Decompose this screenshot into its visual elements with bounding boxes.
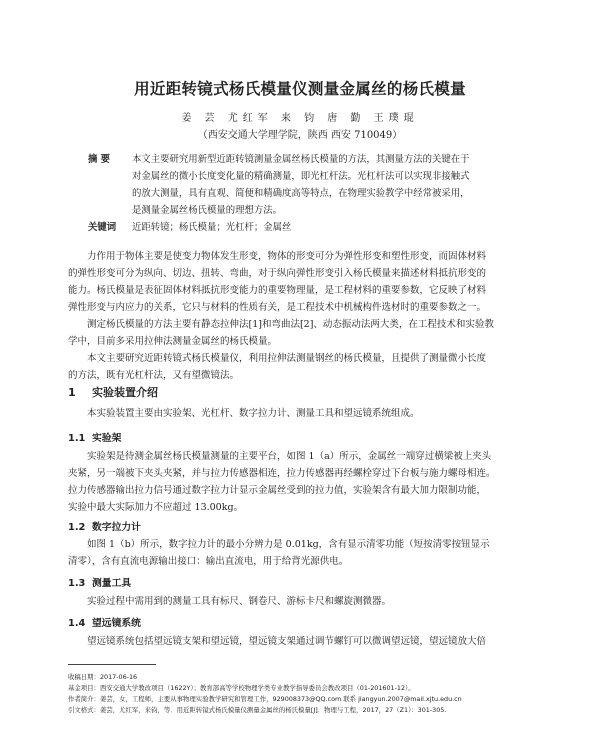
subsection-text <box>68 633 528 650</box>
intro-line: 学中，目前多采用拉伸法测量金属丝的杨氏模量。 <box>68 336 278 347</box>
paper-title: 用近距转镜式杨氏模量仪测量金属丝的杨氏模量 <box>134 80 466 98</box>
subsection-text <box>68 593 528 610</box>
subsection-text <box>68 536 528 570</box>
author-list: 姜 芸 尤红军 来 钧 唐 勤 王璞琨 <box>181 113 419 124</box>
keywords-text: 近距转镜；杨氏模量；光杠杆；金属丝 <box>132 222 292 233</box>
subsection-heading <box>68 615 141 629</box>
intro-line: 测定杨氏模量的方法主要有静态拉伸法[1]和弯曲法[2]、动态振动法两大类，在工程技术和实验教 <box>87 319 494 330</box>
subsection-title: 望远镜系统 <box>92 618 141 629</box>
intro-line: 弹性形变与内应力的关系，它只与材料的性质有关，是工程技术中机械构件选材时的重要参数之一。 <box>68 302 487 313</box>
subsection-text <box>68 448 528 516</box>
footnote-funding: 基金项目：西安交通大学教改项目（1622Y）；教育部高等学校物理学类专业教学指导委员会教改项目（01-201601-12）。 <box>68 684 415 692</box>
abstract-line: 本文主要研究用新型近距转镜测量金属丝杨氏模量的方法，其测量方法的关键在于 <box>132 154 470 165</box>
subsection-line: 实验架是待测金属丝杨氏模量测量的主要平台，如图 1（a）所示，金属丝一端穿过横梁被上夹头 <box>87 451 492 462</box>
footnote-received: 收稿日期：2017-06-16 <box>68 673 138 681</box>
intro-line: 能力。杨氏模量是表征固体材料抵抗形变能力的重要物理量，是工程材料的重要参数，它反映了材料 <box>68 285 487 296</box>
subsection-number: 1.4 <box>68 618 86 629</box>
intro-line: 的方法，既有光杠杆法，又有望微镜法。 <box>68 370 240 381</box>
footnote-citation: 引文格式：姜芸，尤红军，来钧，等．用近距转镜式杨氏模量仪测量金属丝的杨氏模量[J]．物理与工程，2017，27（Z1）：301-305. <box>68 706 447 714</box>
subsection-heading <box>68 519 141 533</box>
subsection-line: 如图 1（b）所示，数字拉力计的最小分辨力是 0.01kg，含有显示清零功能（短按清零按钮显示 <box>87 539 490 550</box>
subsection-line: 实验中最大实际加力不应超过 13.00kg。 <box>68 502 244 513</box>
section-text <box>68 405 528 422</box>
intro-line: 的弹性形变可分为纵向、切边、扭转、弯曲，对于纵向弹性形变引入杨氏模量来描述材料抵抗形变的 <box>68 268 487 279</box>
subsection-line: 清零），含有直流电源输出接口：输出直流电，用于给背光源供电。 <box>68 556 349 567</box>
abstract-line: 对金属丝的微小长度变化量的精确测量，即光杠杆法。光杠杆法可以实现非接触式 <box>132 171 470 182</box>
intro-paragraphs <box>68 248 528 384</box>
subsection-heading <box>68 430 121 444</box>
subsection-number: 1.3 <box>68 578 86 589</box>
keywords-label: 关键词 <box>88 222 117 233</box>
subsection-line: 实验过程中需用到的测量工具有标尺、钢卷尺、游标卡尺和螺旋测微器。 <box>87 596 392 607</box>
subsection-number: 1.2 <box>68 522 86 533</box>
footnote-divider <box>68 664 156 665</box>
section-title: 实验装置介绍 <box>92 386 158 399</box>
subsection-title: 数字拉力计 <box>92 522 141 533</box>
intro-line: 本文主要研究近距转镜式杨氏模量仪，利用拉伸法测量钢丝的杨氏模量，且提供了测量微小长度 <box>87 353 487 364</box>
subsection-title: 实验架 <box>92 433 122 444</box>
abstract-line: 的放大测量，具有直观、简便和精确度高等特点，在物理实验教学中经常被采用， <box>132 188 470 199</box>
subsection-heading <box>68 575 131 589</box>
abstract-label: 摘 要 <box>88 154 111 165</box>
subsection-line: 夹紧，另一端被下夹头夹紧，并与拉力传感器相连，拉力传感器再经螺栓穿过下台板与施力螺母相连。 <box>68 468 496 479</box>
subsection-line: 拉力传感器输出拉力信号通过数字拉力计显示金属丝受到的拉力值，实验架含有最大加力限制功能， <box>68 485 487 496</box>
intro-line: 力作用于物体主要是使变力物体发生形变，物体的形变可分为弹性形变和塑性形变，而固体材料 <box>87 251 487 262</box>
footnotes <box>68 672 528 716</box>
section-number: 1 <box>68 386 76 399</box>
section-heading <box>68 384 158 400</box>
section-line: 本实验装置主要由实验架、光杠杆、数字拉力计、测量工具和望远镜系统组成。 <box>87 408 420 419</box>
abstract-text <box>132 151 534 219</box>
affiliation: （西安交通大学理学院，陕西 西安 710049） <box>197 130 403 141</box>
abstract-line: 是测量金属丝杨氏模量的理想方法。 <box>132 205 283 216</box>
subsection-number: 1.1 <box>68 433 86 444</box>
footnote-author: 作者简介：姜芸，女，工程师，主要从事物理实验教学研究和管理工作，929008373@QQ.com 联系 jiangyun.2007@mail.xjtu.edu.cn <box>68 695 462 703</box>
subsection-line: 望远镜系统包括望远镜支架和望远镜，望远镜支架通过调节螺钉可以微调望远镜，望远镜放大倍 <box>87 636 487 647</box>
subsection-title: 测量工具 <box>92 578 132 589</box>
